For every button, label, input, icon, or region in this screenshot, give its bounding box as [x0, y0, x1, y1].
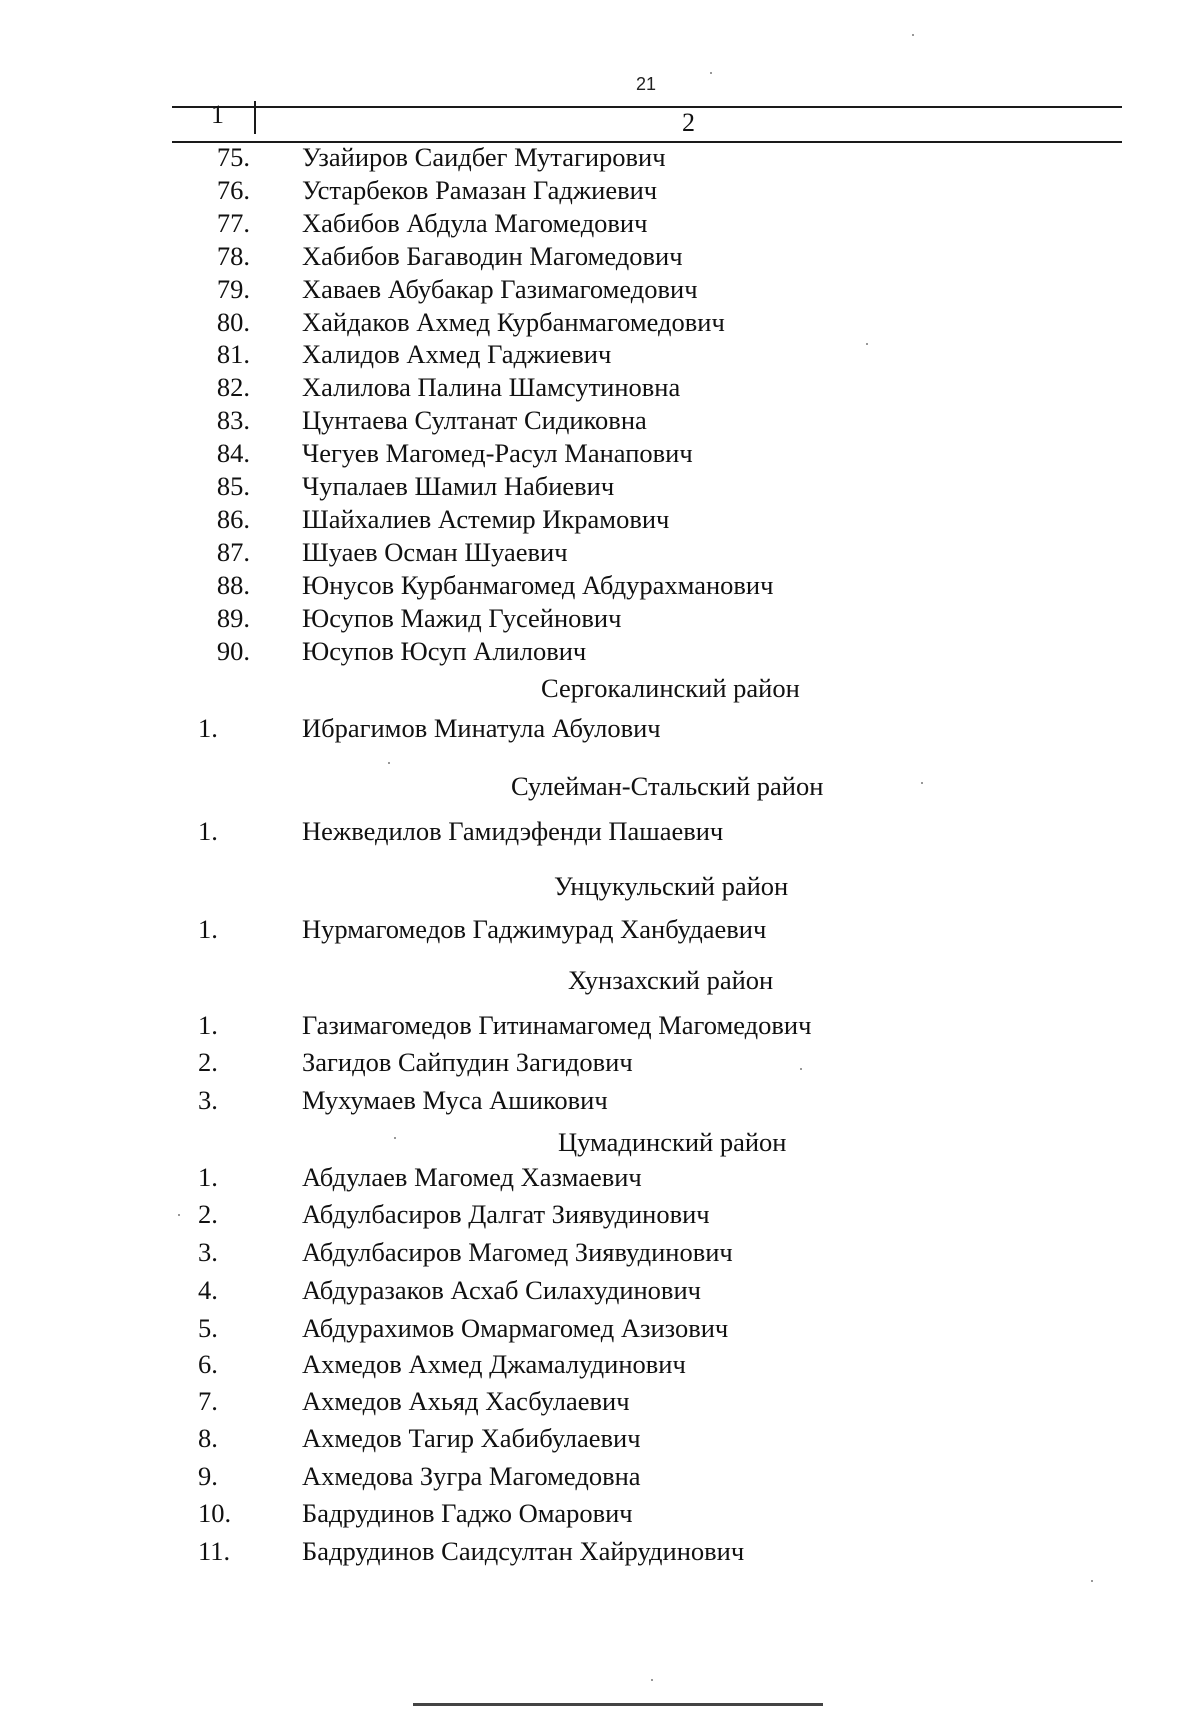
- district-heading: Сергокалинский район: [541, 673, 800, 703]
- item-number: 90.: [216, 636, 250, 666]
- scan-speck: [394, 1137, 396, 1139]
- scan-speck: [651, 1679, 653, 1681]
- list-item: [0, 338, 1200, 370]
- list-item: [0, 470, 1200, 502]
- list-item: [0, 141, 1200, 173]
- district-heading: Сулейман-Стальский район: [511, 771, 824, 801]
- item-name: Ахмедов Ахмед Джамалудинович: [302, 1349, 686, 1379]
- list-item: [0, 371, 1200, 403]
- list-item: [0, 536, 1200, 568]
- item-name: Юсупов Мажид Гусейнович: [302, 603, 622, 633]
- item-number: 76.: [216, 175, 250, 205]
- item-number: 77.: [216, 208, 250, 238]
- scan-speck: [921, 782, 923, 784]
- list-item: [0, 1274, 1200, 1306]
- item-name: Чупалаев Шамил Набиевич: [302, 471, 615, 501]
- district-heading: Цумадинский район: [558, 1127, 787, 1157]
- list-item: [0, 1084, 1200, 1116]
- item-name: Бадрудинов Гаджо Омарович: [302, 1498, 633, 1528]
- page-number: 21: [636, 74, 657, 94]
- item-number: 2.: [198, 1047, 218, 1077]
- item-number: 11.: [198, 1536, 231, 1566]
- item-number: 8.: [198, 1423, 218, 1453]
- item-name: Юнусов Курбанмагомед Абдурахманович: [302, 570, 774, 600]
- list-item: [0, 437, 1200, 469]
- item-name: Шуаев Осман Шуаевич: [302, 537, 568, 567]
- item-number: 2.: [198, 1199, 218, 1229]
- list-item: [0, 1385, 1200, 1417]
- item-name: Юсупов Юсуп Алилович: [302, 636, 587, 666]
- list-item: [0, 1535, 1200, 1567]
- list-item: [0, 174, 1200, 206]
- item-number: 81.: [216, 339, 250, 369]
- list-item: [0, 1460, 1200, 1492]
- list-item: [0, 712, 1200, 744]
- item-number: 1.: [198, 1010, 218, 1040]
- item-name: Ахмедова Зугра Магомедовна: [302, 1461, 641, 1491]
- item-name: Халидов Ахмед Гаджиевич: [302, 339, 612, 369]
- scan-speck: [178, 1214, 180, 1216]
- item-number: 6.: [198, 1349, 218, 1379]
- item-name: Ибрагимов Минатула Абулович: [302, 713, 661, 743]
- scan-bottom-mark: [413, 1703, 823, 1706]
- list-item: [0, 1422, 1200, 1454]
- list-item: [0, 240, 1200, 272]
- item-number: 79.: [216, 274, 250, 304]
- district-heading: Унцукульский район: [554, 871, 789, 901]
- item-number: 1.: [198, 1162, 218, 1192]
- list-item: [0, 1046, 1200, 1078]
- item-name: Нежведилов Гамидэфенди Пашаевич: [302, 816, 724, 846]
- item-number: 80.: [216, 307, 250, 337]
- list-item: [0, 404, 1200, 436]
- scan-speck: [1091, 1580, 1093, 1582]
- item-name: Хабибов Багаводин Магомедович: [302, 241, 683, 271]
- item-number: 7.: [198, 1386, 218, 1416]
- list-item: [0, 1497, 1200, 1529]
- header-col-2: 2: [682, 108, 695, 137]
- item-name: Абдулбасиров Далгат Зиявудинович: [302, 1199, 710, 1229]
- list-item: [0, 503, 1200, 535]
- list-item: [0, 635, 1200, 667]
- item-name: Шайхалиев Астемир Икрамович: [302, 504, 670, 534]
- header-col-1: 1: [211, 100, 224, 129]
- item-name: Нурмагомедов Гаджимурад Ханбудаевич: [302, 914, 767, 944]
- item-name: Халилова Палина Шамсутиновна: [302, 372, 681, 402]
- item-number: 5.: [198, 1313, 218, 1343]
- item-name: Абдулбасиров Магомед Зиявудинович: [302, 1237, 733, 1267]
- item-number: 85.: [216, 471, 250, 501]
- item-name: Загидов Сайпудин Загидович: [302, 1047, 633, 1077]
- item-number: 83.: [216, 405, 250, 435]
- item-name: Абдурахимов Омармагомед Азизович: [302, 1313, 729, 1343]
- item-number: 1.: [198, 713, 218, 743]
- item-number: 88.: [216, 570, 250, 600]
- scan-speck: [710, 72, 712, 74]
- item-number: 3.: [198, 1085, 218, 1115]
- list-item: [0, 602, 1200, 634]
- scan-speck: [866, 343, 868, 345]
- item-name: Узайиров Саидбег Мутагирович: [302, 142, 666, 172]
- item-name: Устарбеков Рамазан Гаджиевич: [302, 175, 658, 205]
- list-item: [0, 569, 1200, 601]
- item-number: 84.: [216, 438, 250, 468]
- list-item: [0, 913, 1200, 945]
- item-number: 87.: [216, 537, 250, 567]
- item-number: 86.: [216, 504, 250, 534]
- item-number: 9.: [198, 1461, 218, 1491]
- item-name: Абдуразаков Асхаб Силахудинович: [302, 1275, 701, 1305]
- scan-speck: [800, 1068, 802, 1070]
- scan-speck: [388, 762, 390, 764]
- list-item: [0, 1009, 1200, 1041]
- item-name: Мухумаев Муса Ашикович: [302, 1085, 608, 1115]
- item-number: 1.: [198, 914, 218, 944]
- item-number: 1.: [198, 816, 218, 846]
- list-item: [0, 207, 1200, 239]
- item-name: Хабибов Абдула Магомедович: [302, 208, 648, 238]
- list-item: [0, 1312, 1200, 1344]
- item-name: Газимагомедов Гитинамагомед Магомедович: [302, 1010, 812, 1040]
- item-number: 10.: [198, 1498, 232, 1528]
- item-number: 4.: [198, 1275, 218, 1305]
- item-name: Хайдаков Ахмед Курбанмагомедович: [302, 307, 725, 337]
- item-number: 89.: [216, 603, 250, 633]
- item-number: 3.: [198, 1237, 218, 1267]
- item-name: Ахмедов Ахьяд Хасбулаевич: [302, 1386, 630, 1416]
- list-item: [0, 1348, 1200, 1380]
- item-number: 82.: [216, 372, 250, 402]
- item-name: Бадрудинов Саидсултан Хайрудинович: [302, 1536, 745, 1566]
- item-name: Чегуев Магомед-Расул Манапович: [302, 438, 693, 468]
- item-name: Абдулаев Магомед Хазмаевич: [302, 1162, 642, 1192]
- item-number: 78.: [216, 241, 250, 271]
- item-name: Цунтаева Султанат Сидиковна: [302, 405, 647, 435]
- list-item: [0, 1161, 1200, 1193]
- list-item: [0, 273, 1200, 305]
- list-item: [0, 815, 1200, 847]
- scan-speck: [912, 34, 914, 36]
- list-item: [0, 1198, 1200, 1230]
- item-number: 75.: [216, 142, 250, 172]
- item-name: Ахмедов Тагир Хабибулаевич: [302, 1423, 641, 1453]
- item-name: Хаваев Абубакар Газимагомедович: [302, 274, 698, 304]
- list-item: [0, 1236, 1200, 1268]
- list-item: [0, 306, 1200, 338]
- district-heading: Хунзахский район: [568, 965, 774, 995]
